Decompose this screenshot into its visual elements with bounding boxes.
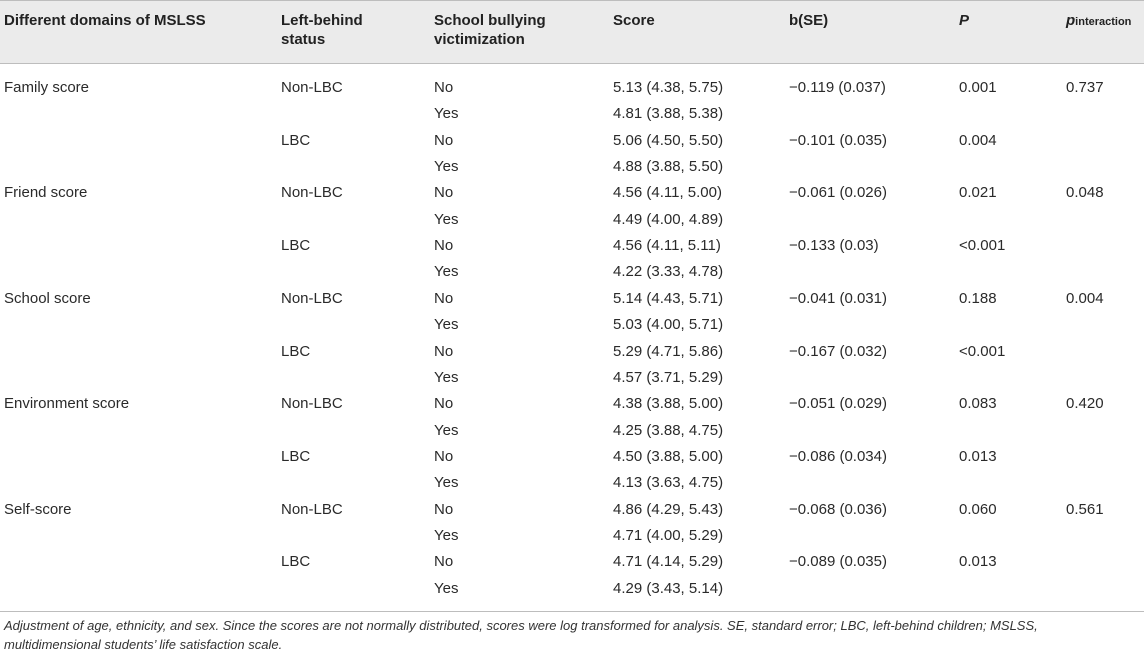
cell-p: <0.001 — [959, 237, 1006, 255]
cell-p: <0.001 — [959, 342, 1006, 360]
cell-bse: −0.167 (0.032) — [789, 342, 887, 360]
cell-left-behind-status: Non-LBC — [281, 289, 343, 307]
table-row — [0, 207, 1144, 233]
cell-score: 4.38 (3.88, 5.00) — [613, 395, 724, 413]
cell-score: 4.71 (4.14, 5.29) — [613, 553, 724, 571]
cell-left-behind-status: LBC — [281, 342, 311, 360]
cell-bse: −0.068 (0.036) — [789, 500, 887, 518]
cell-bullying: No — [434, 289, 454, 307]
cell-score: 5.03 (4.00, 5.71) — [613, 316, 724, 334]
header-bullying — [434, 11, 546, 49]
cell-score: 4.57 (3.71, 5.29) — [613, 368, 724, 386]
cell-p-interaction: 0.561 — [1066, 500, 1104, 518]
cell-bse: −0.061 (0.026) — [789, 184, 887, 202]
cell-p-interaction: 0.048 — [1066, 184, 1104, 202]
cell-bullying: Yes — [434, 210, 459, 228]
cell-score: 4.86 (4.29, 5.43) — [613, 500, 724, 518]
cell-bullying: Yes — [434, 579, 459, 597]
cell-score: 4.29 (3.43, 5.14) — [613, 579, 724, 597]
cell-bullying: Yes — [434, 368, 459, 386]
cell-score: 4.71 (4.00, 5.29) — [613, 526, 724, 544]
table-body — [0, 64, 1144, 611]
cell-p: 0.004 — [959, 131, 997, 149]
cell-p: 0.188 — [959, 289, 997, 307]
cell-score: 4.81 (3.88, 5.38) — [613, 105, 724, 123]
cell-bullying: No — [434, 500, 454, 518]
cell-bullying: No — [434, 237, 454, 255]
cell-score: 5.14 (4.43, 5.71) — [613, 289, 724, 307]
table-row — [0, 259, 1144, 285]
cell-score: 4.50 (3.88, 5.00) — [613, 447, 724, 465]
table-row — [0, 549, 1144, 575]
cell-p: 0.013 — [959, 553, 997, 571]
table-row — [0, 312, 1144, 338]
cell-bse: −0.133 (0.03) — [789, 237, 879, 255]
cell-score: 4.56 (4.11, 5.11) — [613, 237, 721, 255]
table-row — [0, 154, 1144, 180]
table-row — [0, 128, 1144, 154]
table-row — [0, 101, 1144, 127]
cell-bullying: Yes — [434, 105, 459, 123]
table-row — [0, 365, 1144, 391]
cell-score: 4.22 (3.33, 4.78) — [613, 263, 724, 281]
cell-domain: Self-score — [4, 500, 72, 518]
cell-p-interaction: 0.004 — [1066, 289, 1104, 307]
cell-p-interaction: 0.420 — [1066, 395, 1104, 413]
header-p: P — [959, 12, 970, 29]
cell-p: 0.083 — [959, 395, 997, 413]
header-p-interaction — [1066, 11, 1131, 32]
cell-score: 5.29 (4.71, 5.86) — [613, 342, 724, 360]
table-footnote: Adjustment of age, ethnicity, and sex. Since the scores are not normally distributed, scores were log transformed for analysis. SE, standard error; LBC, left-behind children; MSLSS, multidimensional students’ life satisfaction scale. — [4, 618, 1038, 652]
cell-score: 4.25 (3.88, 4.75) — [613, 421, 724, 439]
table-row — [0, 286, 1144, 312]
cell-left-behind-status: LBC — [281, 237, 311, 255]
cell-bse: −0.119 (0.037) — [789, 79, 886, 96]
table-row — [0, 339, 1144, 365]
header-score: Score — [613, 12, 655, 29]
cell-left-behind-status: Non-LBC — [281, 184, 343, 202]
cell-bullying: Yes — [434, 474, 459, 492]
table-row — [0, 470, 1144, 496]
cell-bullying: Yes — [434, 158, 459, 176]
cell-left-behind-status: LBC — [281, 553, 311, 571]
cell-bullying: No — [434, 447, 454, 465]
header-left-behind-line1: Left-behind — [281, 12, 363, 29]
header-left-behind — [281, 11, 363, 49]
cell-p: 0.013 — [959, 447, 997, 465]
cell-domain: Friend score — [4, 184, 88, 202]
cell-left-behind-status: Non-LBC — [281, 79, 343, 96]
cell-bullying: No — [434, 131, 454, 149]
header-domain: Different domains of MSLSS — [4, 12, 206, 29]
cell-domain: School score — [4, 289, 91, 307]
cell-score: 4.13 (3.63, 4.75) — [613, 474, 724, 492]
cell-score: 5.06 (4.50, 5.50) — [613, 131, 724, 149]
cell-score: 4.49 (4.00, 4.89) — [613, 210, 724, 228]
cell-left-behind-status: LBC — [281, 131, 311, 149]
table-row — [0, 418, 1144, 444]
header-p-interaction-sub: interaction — [1075, 16, 1132, 28]
table-row — [0, 444, 1144, 470]
table-row — [0, 576, 1144, 602]
cell-domain: Environment score — [4, 395, 130, 413]
header-bullying-line2: victimization — [434, 31, 525, 48]
cell-score: 4.56 (4.11, 5.00) — [613, 184, 722, 202]
table-row — [0, 497, 1144, 523]
cell-bullying: Yes — [434, 263, 459, 281]
cell-bullying: No — [434, 184, 454, 202]
cell-p-interaction: 0.737 — [1066, 79, 1104, 96]
cell-bullying: No — [434, 395, 454, 413]
cell-left-behind-status: LBC — [281, 447, 311, 465]
cell-bse: −0.086 (0.034) — [789, 447, 887, 465]
cell-p: 0.021 — [959, 184, 997, 202]
cell-bullying: No — [434, 553, 454, 571]
header-left-behind-line2: status — [281, 31, 326, 48]
cell-bullying: Yes — [434, 421, 459, 439]
header-bse: b(SE) — [789, 12, 829, 29]
cell-bse: −0.089 (0.035) — [789, 553, 887, 571]
header-bullying-line1: School bullying — [434, 12, 546, 29]
cell-left-behind-status: Non-LBC — [281, 500, 343, 518]
cell-bullying: Yes — [434, 526, 459, 544]
table-row — [0, 180, 1144, 206]
cell-score: 5.13 (4.38, 5.75) — [613, 79, 724, 96]
table-row — [0, 391, 1144, 417]
table-header — [0, 0, 1144, 64]
cell-bse: −0.051 (0.029) — [789, 395, 887, 413]
cell-p: 0.001 — [959, 79, 997, 96]
cell-bse: −0.101 (0.035) — [789, 131, 887, 149]
cell-bullying: No — [434, 342, 454, 360]
cell-bullying: No — [434, 79, 454, 96]
cell-p: 0.060 — [959, 500, 997, 518]
bottom-rule — [0, 611, 1144, 612]
cell-score: 4.88 (3.88, 5.50) — [613, 158, 724, 176]
header-p-interaction-main: p — [1066, 12, 1076, 29]
cell-bullying: Yes — [434, 316, 459, 334]
cell-domain: Family score — [4, 79, 90, 96]
table-row — [0, 523, 1144, 549]
table-row — [0, 233, 1144, 259]
cell-left-behind-status: Non-LBC — [281, 395, 343, 413]
table-row — [0, 75, 1144, 101]
cell-bse: −0.041 (0.031) — [789, 289, 887, 307]
